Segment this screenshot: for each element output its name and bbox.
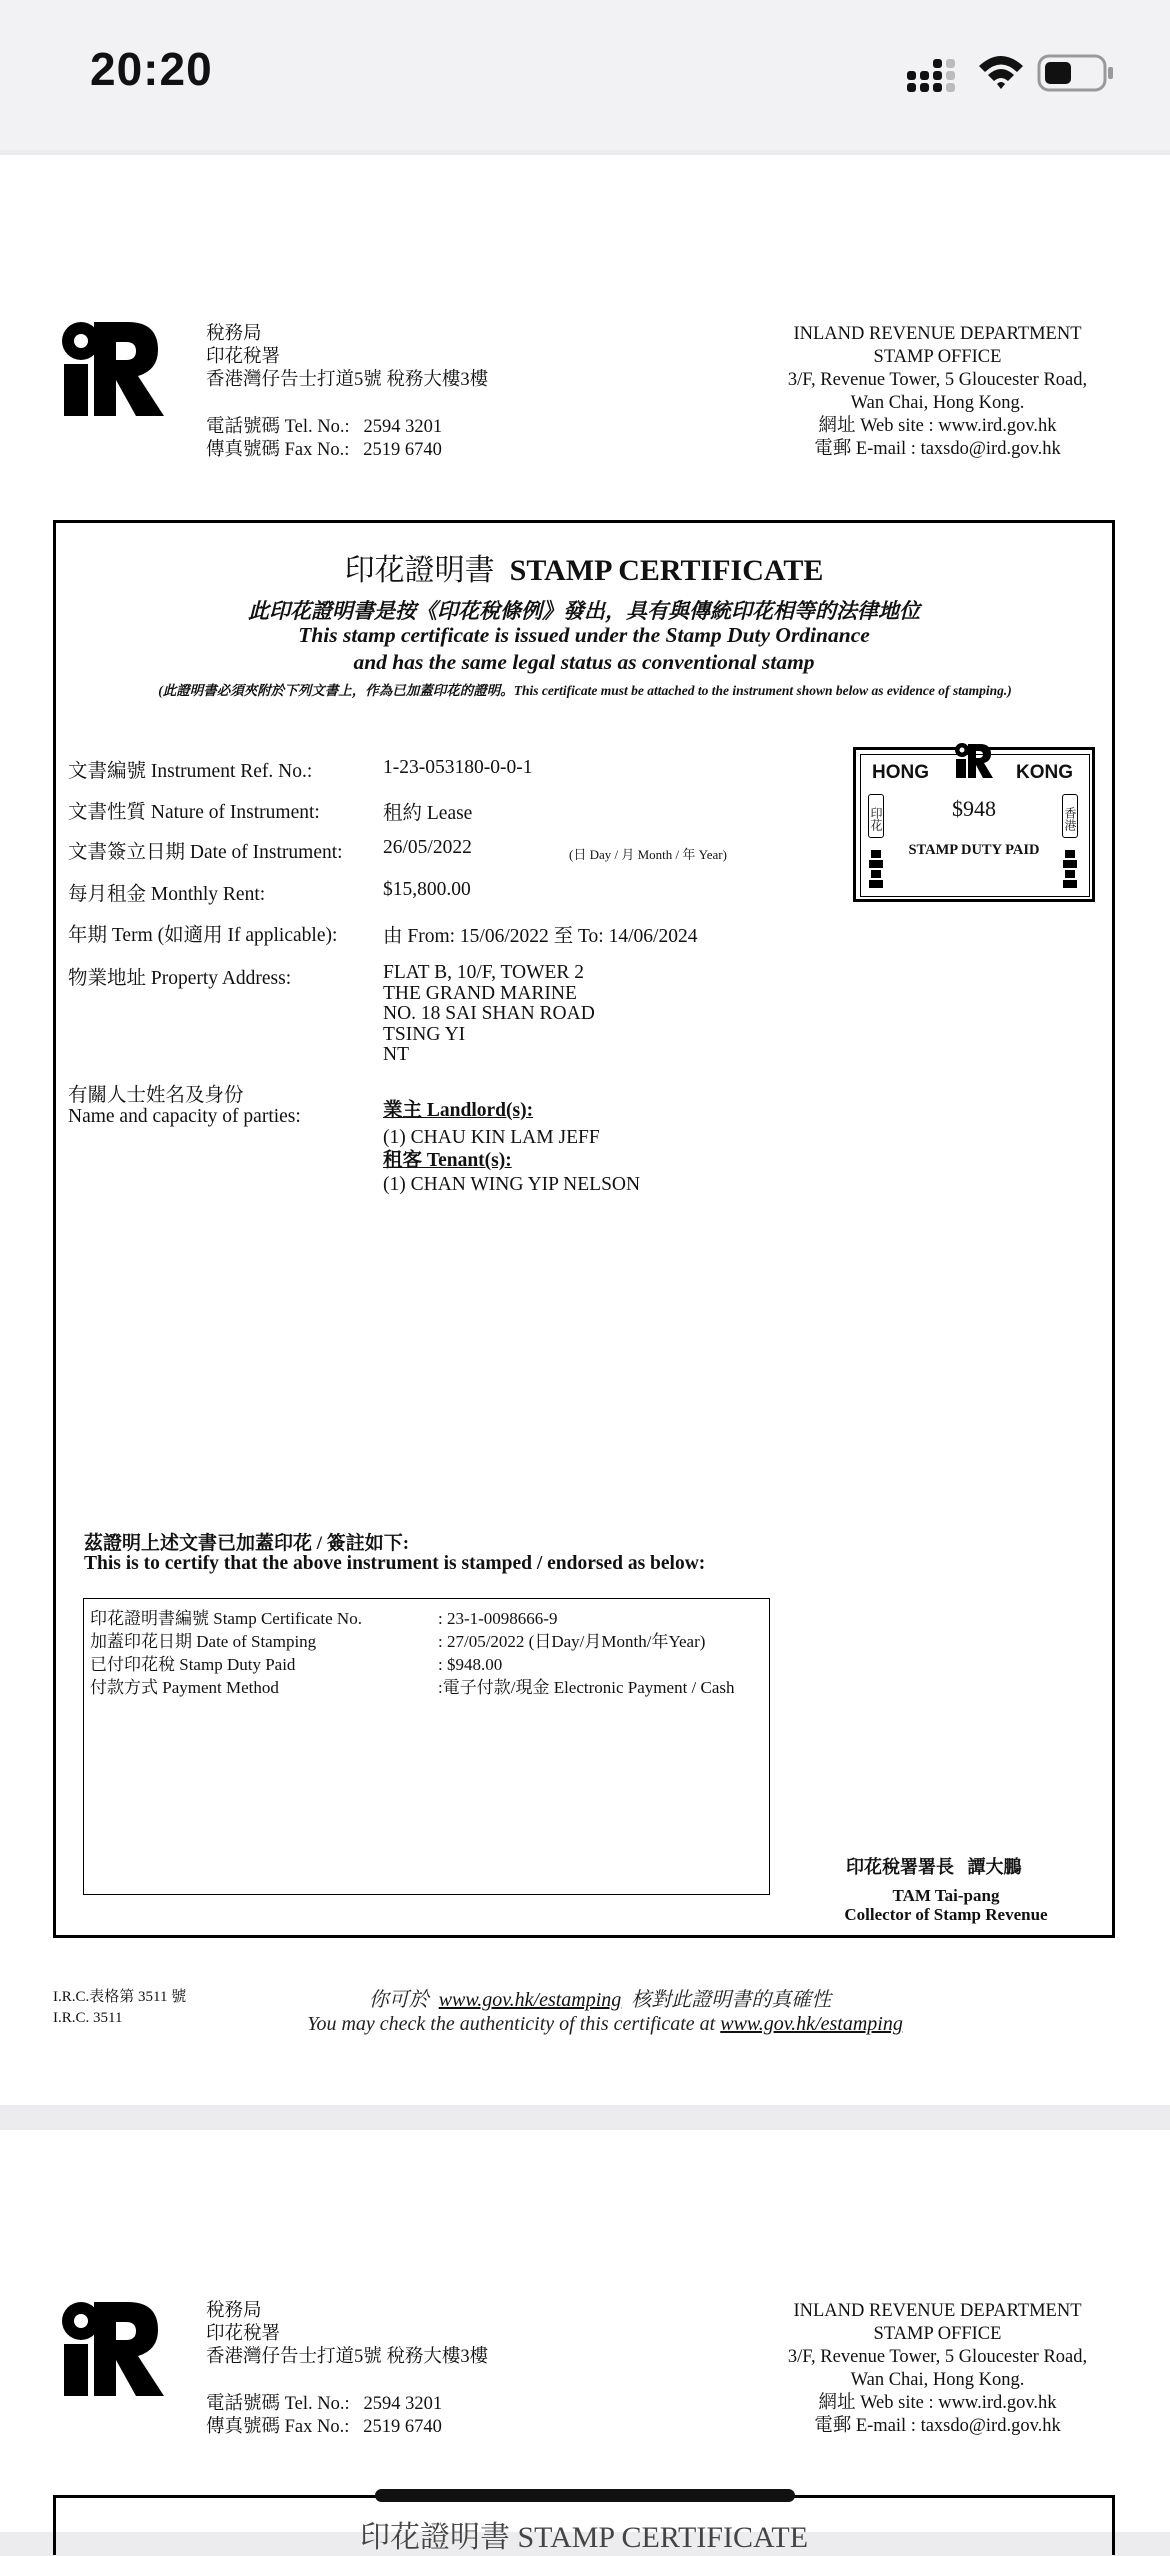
- verify-en: [205, 2013, 1005, 2036]
- parties-list: [383, 1097, 640, 1198]
- battery-icon: [1037, 54, 1115, 94]
- collector-title: Collector of Stamp Revenue: [844, 1905, 1048, 1924]
- date-label: 文書簽立日期 Date of Instrument:: [68, 842, 343, 863]
- subtitle-en-1: This stamp certificate is issued under the Stamp Duty Ordinance: [298, 623, 870, 647]
- ird-logo: [58, 320, 168, 420]
- certificate-title-partial: 印花證明書 STAMP CERTIFICATE: [359, 2521, 809, 2554]
- rent-label: 每月租金 Monthly Rent:: [68, 884, 266, 905]
- date-value: 26/05/2022: [383, 837, 472, 858]
- dept-en: INLAND REVENUE DEPARTMENT: [793, 324, 1082, 344]
- detail-value: : 23-1-0098666-9: [438, 1609, 558, 1628]
- details-values: [438, 1607, 735, 1699]
- ird-logo: [58, 2300, 168, 2400]
- certify-zh: 茲證明上述文書已加蓋印花 / 簽註如下:: [84, 1533, 410, 1554]
- home-indicator[interactable]: [375, 2489, 795, 2502]
- address-line: THE GRAND MARINE: [383, 982, 577, 1004]
- address-en-2: Wan Chai, Hong Kong.: [850, 2370, 1025, 2390]
- verify-zh-pre: 你可於: [368, 1989, 429, 2011]
- property-address: [383, 963, 595, 1066]
- certificate-title: [56, 545, 1112, 589]
- email: 電郵 E-mail : taxsdo@ird.gov.hk: [814, 2416, 1061, 2436]
- dept-zh: 稅務局: [206, 2301, 262, 2321]
- address-en-1: 3/F, Revenue Tower, 5 Gloucester Road,: [787, 370, 1088, 390]
- ref-value: 1-23-053180-0-0-1: [383, 757, 533, 778]
- dept-en: INLAND REVENUE DEPARTMENT: [793, 2301, 1082, 2321]
- verify-link-zh[interactable]: www.gov.hk/estamping: [438, 1989, 622, 2011]
- stamp-hong: HONG: [872, 762, 929, 783]
- website: 網址 Web site : www.ird.gov.hk: [818, 416, 1057, 436]
- detail-label: 加蓋印花日期 Date of Stamping: [90, 1632, 317, 1651]
- header-left: [206, 323, 488, 462]
- verify-link-en[interactable]: www.gov.hk/estamping: [720, 2013, 903, 2035]
- term-label: 年期 Term (如適用 If applicable):: [68, 925, 338, 946]
- title-en: STAMP CERTIFICATE: [509, 554, 824, 587]
- verify-en-pre: You may check the authenticity of this certificate at: [307, 2013, 716, 2035]
- address-label: 物業地址 Property Address:: [68, 968, 292, 989]
- stamp-ird-logo-icon: [954, 742, 994, 780]
- stamp-side-left: 印花: [868, 794, 884, 838]
- status-bar: [0, 0, 1170, 150]
- address-en-1: 3/F, Revenue Tower, 5 Gloucester Road,: [787, 2347, 1088, 2367]
- certify-en: This is to certify that the above instrument is stamped / endorsed as below:: [84, 1553, 706, 1574]
- form-number: [53, 1987, 186, 2029]
- address-line: FLAT B, 10/F, TOWER 2: [383, 962, 585, 983]
- landlord-heading: 業主 Landlord(s):: [383, 1100, 534, 1121]
- date-hint: (日 Day / 月 Month / 年 Year): [569, 847, 727, 862]
- address-line: NT: [383, 1044, 409, 1065]
- tel-label: 電話號碼 Tel. No.:: [206, 417, 350, 437]
- office-en: STAMP OFFICE: [873, 347, 1002, 367]
- stamp-duty-paid-stamp: [853, 747, 1095, 902]
- nature-label: 文書性質 Nature of Instrument:: [68, 802, 320, 823]
- details-labels: [90, 1607, 362, 1699]
- status-time: 20:20: [90, 43, 213, 95]
- tel-label: 電話號碼 Tel. No.:: [206, 2394, 350, 2414]
- certificate-box: [53, 520, 1115, 1938]
- rent-value: $15,800.00: [383, 879, 471, 900]
- term-value: 由 From: 15/06/2022 至 To: 14/06/2024: [383, 926, 698, 947]
- detail-label: 印花證明書編號 Stamp Certificate No.: [90, 1609, 362, 1628]
- parties-label-zh: 有關人士姓名及身份: [68, 1085, 244, 1106]
- detail-label: 已付印花稅 Stamp Duty Paid: [90, 1655, 296, 1674]
- stamp-amount: $948: [952, 796, 996, 821]
- office-zh: 印花稅署: [206, 2324, 281, 2344]
- collector-name: TAM Tai-pang: [892, 1886, 1000, 1905]
- detail-value: :電子付款/現金 Electronic Payment / Cash: [438, 1678, 735, 1697]
- dept-zh: 稅務局: [206, 324, 262, 344]
- fax-number: 2519 6740: [363, 440, 442, 460]
- form-number-zh: I.R.C.表格第 3511 號: [53, 1989, 187, 2005]
- certificate-box-partial: [53, 2495, 1115, 2555]
- stamp-side-right: 香港: [1062, 794, 1078, 838]
- address-zh: 香港灣仔告士打道5號 稅務大樓3樓: [206, 2347, 489, 2367]
- collector-block: [826, 1886, 1066, 1924]
- fax-label: 傳真號碼 Fax No.:: [206, 2417, 350, 2437]
- cellular-signal-icon: [905, 55, 959, 95]
- header-right: [770, 2300, 1105, 2438]
- landlord-name: (1) CHAU KIN LAM JEFF: [383, 1127, 600, 1148]
- subtitle-en-2: and has the same legal status as conventional stamp: [353, 650, 815, 674]
- fax-label: 傳真號碼 Fax No.:: [206, 440, 350, 460]
- verify-zh-post: 核對此證明書的真確性: [631, 1989, 832, 2011]
- header-left: [206, 2300, 488, 2439]
- stamp-ornament-right-icon: [1060, 848, 1080, 892]
- subtitle-zh: 此印花證明書是按《印花稅條例》發出，具有與傳統印花相等的法律地位: [248, 599, 920, 623]
- tel-number: 2594 3201: [363, 2394, 443, 2414]
- fax-number: 2519 6740: [363, 2417, 442, 2437]
- tenant-heading: 租客 Tenant(s):: [383, 1150, 512, 1171]
- address-line: TSING YI: [383, 1023, 466, 1045]
- stamp-kong: KONG: [1016, 762, 1073, 783]
- address-en-2: Wan Chai, Hong Kong.: [850, 393, 1025, 413]
- attachment-note: (此證明書必須夾附於下列文書上，作為已加蓋印花的證明。This certificate must be attached to the instrument shown below as evidence of stamping.): [158, 683, 1012, 698]
- website: 網址 Web site : www.ird.gov.hk: [818, 2393, 1057, 2413]
- nature-value: 租約 Lease: [383, 803, 473, 824]
- office-zh: 印花稅署: [206, 347, 281, 367]
- header-right: [770, 323, 1105, 461]
- detail-value: : 27/05/2022 (日Day/月Month/年Year): [438, 1632, 706, 1651]
- verify-zh: [240, 1983, 960, 2012]
- tenant-name: (1) CHAN WING YIP NELSON: [383, 1174, 641, 1195]
- detail-value: : $948.00: [438, 1655, 503, 1674]
- address-zh: 香港灣仔告士打道5號 稅務大樓3樓: [206, 370, 489, 390]
- email: 電郵 E-mail : taxsdo@ird.gov.hk: [814, 439, 1061, 459]
- collector-zh: 印花稅署署長 譚大鵬: [846, 1857, 1022, 1877]
- tel-number: 2594 3201: [363, 417, 443, 437]
- wifi-icon: [975, 52, 1027, 92]
- stamp-paid-text: STAMP DUTY PAID: [908, 842, 1040, 858]
- stamping-details-box: [83, 1598, 770, 1895]
- detail-label: 付款方式 Payment Method: [90, 1678, 279, 1697]
- parties-label: [68, 1085, 301, 1127]
- document-page-2: [0, 2130, 1170, 2554]
- address-line: NO. 18 SAI SHAN ROAD: [383, 1003, 595, 1024]
- title-zh: 印花證明書: [344, 554, 495, 587]
- document-page-1: [0, 155, 1170, 2105]
- stamp-ornament-left-icon: [866, 848, 886, 892]
- parties-label-en: Name and capacity of parties:: [68, 1106, 301, 1127]
- office-en: STAMP OFFICE: [873, 2324, 1002, 2344]
- ref-label: 文書編號 Instrument Ref. No.:: [68, 761, 313, 782]
- form-number-en: I.R.C. 3511: [53, 2010, 123, 2026]
